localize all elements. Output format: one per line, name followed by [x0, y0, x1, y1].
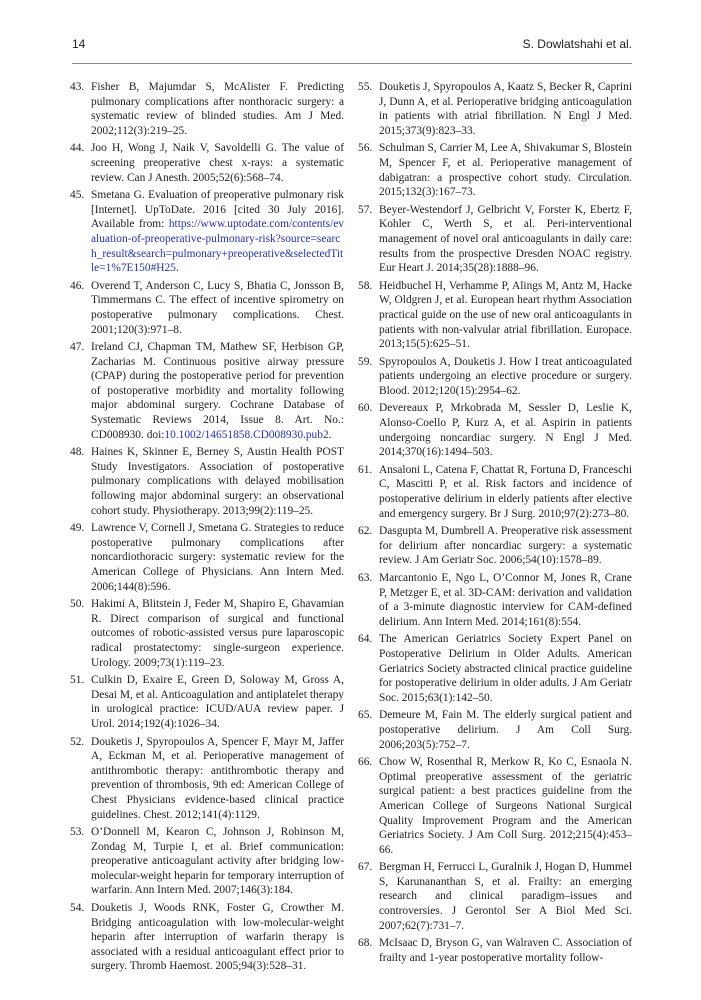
reference-text: Hakimi A, Blitstein J, Feder M, Shapiro E, Ghavamian R. Direct comparison of surgical and functional outcomes of robotic-assisted versus pure laparoscopic radical prostatectomy: single-surgeon experience. Urology. 2009;73(1):119–23.: [91, 598, 344, 669]
reference-number: 45.: [70, 189, 85, 202]
reference-43: [70, 80, 344, 138]
reference-64: [358, 632, 632, 705]
reference-text: McIsaac D, Bryson G, van Walraven C. Association of frailty and 1-year postoperative mortality follow-: [379, 937, 632, 964]
reference-number: 62.: [358, 525, 373, 538]
reference-number: 43.: [70, 81, 85, 93]
reference-47: [70, 340, 344, 442]
page-header: [72, 37, 632, 53]
reference-44: [70, 141, 344, 185]
reference-text: Douketis J, Spyropoulos A, Kaatz S, Becker R, Caprini J, Dunn A, et al. Perioperative bridging anticoagulation in patients with atrial fibrillation. N Engl J Med. 2015;373(9):823–33.: [379, 81, 632, 137]
reference-number: 49.: [70, 522, 85, 535]
reference-text: The American Geriatrics Society Expert Panel on Postoperative Delirium in Older Adults. American Geriatrics Society abstracted clinical practice guideline for postoperative delirium in older adults. J Am Geriatr Soc. 2015;63(1):142–50.: [379, 633, 632, 704]
reference-text: Ansaloni L, Catena F, Chattat R, Fortuna D, Franceschi C, Mascitti P, et al. Risk factors and incidence of postoperative delirium in elderly patients after elective and emergency surgery. Br J Surg. 2010;97(2):273–80.: [379, 463, 632, 520]
reference-doi-link[interactable]: 10.1002/14651858.CD008930.pub2: [164, 428, 329, 441]
reference-number: 50.: [70, 598, 85, 611]
reference-60: [358, 401, 632, 459]
reference-text: Overend T, Anderson C, Lucy S, Bhatia C, Jonsson B, Timmermans C. The effect of incentive spirometry on postoperative pulmonary complications. Chest. 2001;120(3):971–8.: [91, 279, 344, 336]
reference-number: 55.: [358, 81, 373, 93]
reference-number: 63.: [358, 572, 373, 584]
reference-text: Culkin D, Exaire E, Green D, Soloway M, Gross A, Desai M, et al. Anticoagulation and antiplatelet therapy in urological practice: ICUD/AUA review paper. J Urol. 2014;192(4):1026–34.: [91, 674, 344, 730]
reference-text: Bergman H, Ferrucci L, Guralnik J, Hogan D, Hummel S, Karunananthan S, et al. Frailty: an emerging research and clinical paradigm–issues and controversies. J Gerontol Ser A Biol Med Sci. 2007;62(7):731–7.: [379, 861, 632, 932]
running-head: S. Dowlatshahi et al.: [522, 37, 632, 51]
reference-63: [358, 571, 632, 629]
reference-61: [358, 463, 632, 521]
reference-number: 44.: [70, 142, 85, 155]
reference-text: Schulman S, Carrier M, Lee A, Shivakumar S, Blostein M, Spencer F, et al. Perioperative management of dabigatran: a prospective cohort study. Circulation. 2015;132(3):167–73.: [379, 142, 632, 199]
reference-text-end: .: [328, 428, 332, 441]
reference-number: 66.: [358, 756, 373, 769]
reference-number: 52.: [70, 735, 85, 748]
reference-text: Beyer-Westendorf J, Gelbricht V, Forster K, Ebertz F, Kohler C, Werth S, et al. Peri-interventional management of novel oral anticoagulants in daily care: results from the prospective Dresden NOAC registry. Eur Heart J. 2014;35(28):1888–96.: [379, 203, 632, 275]
reference-59: [358, 355, 632, 399]
reference-number: 59.: [358, 355, 373, 368]
reference-text: Chow W, Rosenthal R, Merkow R, Ko C, Esnaola N. Optimal preoperative assessment of the geriatric surgical patient: a best practices guideline from the American College of Surgeons National Surgical Quality Improvement Program and the American Geriatrics Society. J Am Coll Surg. 2012;215(4):453–66.: [379, 756, 632, 856]
reference-number: 56.: [358, 142, 373, 155]
reference-text: Joo H, Wong J, Naik V, Savoldelli G. The value of screening preoperative chest x-rays: a systematic review. Can J Anesth. 2005;52(6):568–74.: [91, 142, 344, 184]
reference-68: [358, 936, 632, 965]
reference-link[interactable]: https://www.uptodate.com/contents/evaluation-of-preoperative-pulmonary-risk?source=search_result&search=pulmonary+preoperative&selectedTitle=1%7E150#H25: [91, 218, 344, 275]
reference-62: [358, 524, 632, 568]
reference-48: [70, 445, 344, 518]
reference-number: 68.: [358, 937, 373, 950]
reference-text: Demeure M, Fain M. The elderly surgical patient and postoperative delirium. J Am Coll Surg. 2006;203(5):752–7.: [379, 709, 632, 751]
reference-text: Ireland CJ, Chapman TM, Mathew SF, Herbison GP, Zacharias M. Continuous positive airway pressure (CPAP) during the postoperative period for prevention of postoperative morbidity and mortality following major abdominal surgery. Cochrane Database of Systematic Reviews 2014, Issue 8. Art. No.: CD008930. doi:: [91, 341, 344, 441]
reference-number: 61.: [358, 463, 373, 476]
reference-66: [358, 755, 632, 857]
reference-number: 57.: [358, 203, 373, 216]
reference-number: 65.: [358, 709, 373, 722]
reference-number: 60.: [358, 402, 373, 415]
reference-text: Heidbuchel H, Verhamme P, Alings M, Antz M, Hacke W, Oldgren J, et al. European heart rhythm Association practical guide on the use of new oral anticoagulants in patients with non-valvular atrial fibrillation. Europace. 2013;15(5):625–51.: [379, 279, 632, 351]
reference-text: Devereaux P, Mrkobrada M, Sessler D, Leslie K, Alonso-Coello P, Kurz A, et al. Aspirin in patients undergoing noncardiac surgery. N Engl J Med. 2014;370(16):1494–503.: [379, 402, 632, 459]
reference-list-left: [70, 80, 344, 977]
reference-45: [70, 188, 344, 276]
reference-number: 64.: [358, 633, 373, 646]
header-rule: [72, 63, 632, 64]
reference-number: 58.: [358, 279, 373, 292]
reference-number: 51.: [70, 674, 85, 687]
reference-55: [358, 80, 632, 138]
reference-number: 53.: [70, 826, 85, 839]
reference-46: [70, 279, 344, 337]
reference-50: [70, 597, 344, 670]
reference-49: [70, 521, 344, 594]
reference-text: Haines K, Skinner E, Berney S, Austin Health POST Study Investigators. Association of postoperative pulmonary complications with delayed mobilisation following major abdominal surgery: an observational cohort study. Physiotherapy. 2013;99(2):119–25.: [91, 446, 344, 517]
reference-text: Lawrence V, Cornell J, Smetana G. Strategies to reduce postoperative pulmonary complications after noncardiothoracic surgery: systematic review for the American College of Physicians. Ann Intern Med. 2006;144(8):596.: [91, 522, 344, 593]
reference-text: Douketis J, Woods RNK, Foster G, Crowther M. Bridging anticoagulation with low-molecular-weight heparin after interruption of warfarin therapy is associated with a residual anticoagulant effect prior to surgery. Thromb Haemost. 2005;94(3):528–31.: [91, 902, 344, 973]
reference-text: Douketis J, Spyropoulos A, Spencer F, Mayr M, Jaffer A, Eckman M, et al. Perioperative management of antithrombotic therapy: antithrombotic therapy and prevention of thrombosis, 9th ed: American College of Chest Physicians evidence-based clinical practice guidelines. Chest. 2012;141(4):1129.: [91, 735, 344, 821]
reference-list-right: [358, 80, 632, 968]
reference-57: [358, 203, 632, 276]
reference-52: [70, 735, 344, 823]
reference-51: [70, 673, 344, 731]
reference-54: [70, 901, 344, 974]
reference-number: 54.: [70, 902, 85, 915]
page-number: 14: [72, 37, 86, 51]
reference-text: Spyropoulos A, Douketis J. How I treat anticoagulated patients undergoing an elective procedure or surgery. Blood. 2012;120(15):2954–62.: [379, 355, 632, 397]
reference-text: Fisher B, Majumdar S, McAlister F. Predicting pulmonary complications after nonthoracic surgery: a systematic review of blinded studies. Am J Med. 2002;112(3):219–25.: [91, 81, 344, 137]
reference-53: [70, 825, 344, 898]
reference-text-end: .: [175, 262, 179, 275]
reference-text: Marcantonio E, Ngo L, O’Connor M, Jones R, Crane P, Metzger E, et al. 3D-CAM: derivation and validation of a 3-minute diagnostic interview for CAM-defined delirium. Ann Intern Med. 2014;161(8):554.: [379, 572, 632, 628]
reference-number: 46.: [70, 279, 85, 292]
reference-number: 47.: [70, 341, 85, 354]
reference-number: 67.: [358, 861, 373, 874]
reference-56: [358, 141, 632, 199]
reference-58: [358, 279, 632, 352]
reference-text: Smetana G. Evaluation of preoperative pulmonary risk [Internet]. UpToDate. 2016 [cited 30 July 2016]. Available from:: [91, 189, 344, 231]
reference-65: [358, 708, 632, 752]
reference-text: O’Donnell M, Kearon C, Johnson J, Robinson M, Zondag M, Turpie I, et al. Brief communication: preoperative anticoagulant activity after bridging low-molecular-weight heparin for temporary interruption of warfarin. Ann Intern Med. 2007;146(3):184.: [91, 826, 344, 897]
reference-number: 48.: [70, 446, 85, 459]
reference-67: [358, 860, 632, 933]
reference-text: Dasgupta M, Dumbrell A. Preoperative risk assessment for delirium after noncardiac surgery: a systematic review. J Am Geriatr Soc. 2006;54(10):1578–89.: [379, 525, 632, 567]
